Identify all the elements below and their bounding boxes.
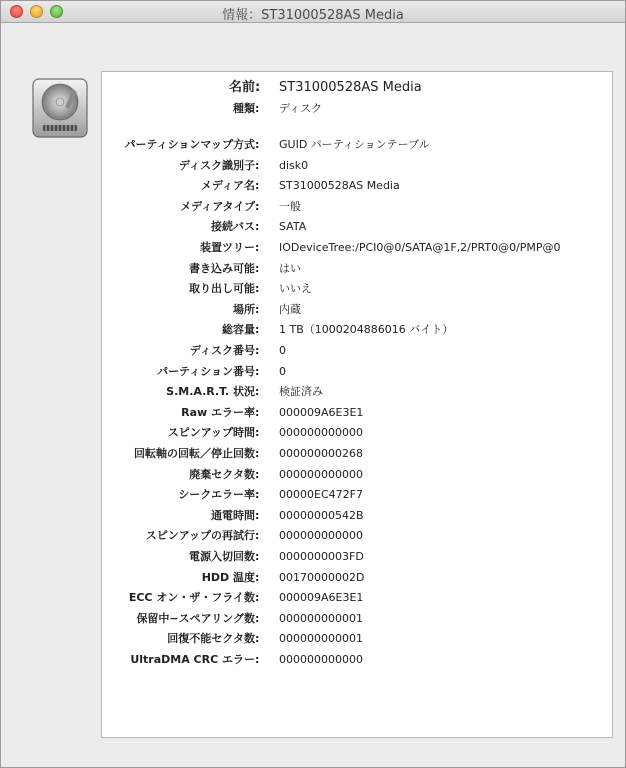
info-label: メディア名 bbox=[200, 179, 255, 193]
info-label: 取り出し可能 bbox=[189, 282, 255, 296]
info-colon: : bbox=[255, 508, 260, 522]
info-label: 廃棄セクタ数 bbox=[189, 467, 255, 481]
info-label: 装置ツリー bbox=[200, 241, 255, 254]
info-row bbox=[102, 486, 612, 504]
info-row bbox=[102, 569, 612, 587]
info-value: 000009A6E3E1 bbox=[279, 591, 364, 605]
info-colon: : bbox=[255, 632, 260, 646]
info-row bbox=[102, 445, 612, 463]
info-label: UltraDMA CRC エラー bbox=[130, 653, 255, 666]
info-colon: : bbox=[255, 102, 260, 115]
info-colon: : bbox=[255, 158, 260, 172]
title-bar[interactable] bbox=[1, 1, 625, 23]
info-label: 接続バス bbox=[211, 220, 255, 234]
info-colon: : bbox=[255, 653, 260, 666]
hard-drive-icon bbox=[31, 77, 89, 139]
window-title: 情報：ST31000528AS Media bbox=[222, 8, 404, 23]
info-label: 通電時間 bbox=[211, 508, 255, 522]
info-label: 保留中−スペアリング数 bbox=[136, 611, 255, 625]
info-label: ECC オン・ザ・フライ数 bbox=[128, 591, 255, 605]
info-panel bbox=[101, 71, 613, 738]
info-row bbox=[102, 280, 612, 298]
info-row bbox=[102, 301, 612, 319]
info-value: IODeviceTree:/PCI0@0/SATA@1F,2/PRT0@0/PMP@0 bbox=[279, 241, 561, 254]
info-label: 電源入切回数 bbox=[189, 550, 255, 563]
info-colon: : bbox=[255, 282, 260, 296]
info-value: 00170000002D bbox=[279, 570, 365, 584]
info-row bbox=[102, 466, 612, 484]
info-label: Raw エラー率 bbox=[181, 405, 255, 419]
info-label: 書き込み可能 bbox=[189, 261, 255, 275]
info-value: 00000EC472F7 bbox=[279, 488, 363, 502]
info-colon: : bbox=[255, 261, 260, 275]
info-row bbox=[102, 424, 612, 442]
info-colon: : bbox=[255, 323, 260, 337]
info-value: ST31000528AS Media bbox=[279, 80, 422, 95]
info-label: S.M.A.R.T. 状況 bbox=[166, 385, 255, 399]
info-value: ST31000528AS Media bbox=[279, 179, 400, 193]
info-row bbox=[102, 260, 612, 278]
info-row bbox=[102, 404, 612, 422]
info-row bbox=[102, 157, 612, 175]
info-label: 種類 bbox=[233, 102, 255, 115]
info-value: 000000000001 bbox=[279, 611, 363, 625]
info-label: シークエラー率 bbox=[178, 488, 255, 502]
info-colon: : bbox=[255, 550, 260, 563]
info-value: 検証済み bbox=[279, 385, 323, 399]
info-row-name bbox=[102, 79, 612, 97]
info-label: パーティション番号 bbox=[157, 364, 255, 378]
info-colon: : bbox=[255, 138, 260, 151]
info-label: 回復不能セクタ数 bbox=[167, 632, 255, 646]
info-label: パーティションマップ方式 bbox=[124, 138, 255, 151]
info-colon: : bbox=[255, 467, 260, 481]
info-label: 名前 bbox=[228, 80, 255, 95]
info-row bbox=[102, 630, 612, 648]
info-label: スピンアップ時間 bbox=[167, 426, 255, 440]
info-row bbox=[102, 548, 612, 566]
info-value: いいえ bbox=[279, 282, 312, 296]
info-colon: : bbox=[255, 199, 260, 213]
info-value: 1 TB（1000204886016 バイト） bbox=[279, 323, 454, 337]
info-row bbox=[102, 239, 612, 257]
info-value: 00000000542B bbox=[279, 508, 364, 522]
info-value: 0 bbox=[279, 344, 286, 357]
info-row bbox=[102, 321, 612, 339]
info-label: ディスク番号 bbox=[189, 344, 255, 357]
info-value: 000000000000 bbox=[279, 467, 363, 481]
info-row bbox=[102, 589, 612, 607]
info-colon: : bbox=[255, 364, 260, 378]
info-value: 000009A6E3E1 bbox=[279, 405, 364, 419]
info-value: ディスク bbox=[279, 102, 323, 115]
info-value: disk0 bbox=[279, 158, 309, 172]
info-value: 000000000001 bbox=[279, 632, 363, 646]
info-row bbox=[102, 610, 612, 628]
info-colon: : bbox=[255, 220, 260, 234]
info-row bbox=[102, 383, 612, 401]
info-colon: : bbox=[255, 488, 260, 502]
info-row bbox=[102, 198, 612, 216]
info-row bbox=[102, 363, 612, 381]
info-row-kind bbox=[102, 100, 612, 118]
info-colon: : bbox=[255, 611, 260, 625]
info-label: 回転軸の回転／停止回数 bbox=[134, 447, 255, 460]
info-label: 総容量 bbox=[222, 323, 255, 337]
info-row bbox=[102, 507, 612, 525]
info-value: はい bbox=[279, 261, 301, 275]
info-colon: : bbox=[255, 385, 260, 399]
info-colon: : bbox=[255, 591, 260, 605]
info-colon: : bbox=[255, 302, 260, 316]
info-row bbox=[102, 136, 612, 154]
info-value: 000000000000 bbox=[279, 426, 363, 440]
info-colon: : bbox=[255, 529, 260, 543]
info-colon: : bbox=[255, 344, 260, 357]
info-colon: : bbox=[255, 179, 260, 193]
info-row bbox=[102, 177, 612, 195]
info-colon: : bbox=[255, 447, 260, 460]
info-colon: : bbox=[255, 405, 260, 419]
info-row bbox=[102, 527, 612, 545]
info-label: HDD 温度 bbox=[201, 570, 255, 584]
info-label: メディアタイプ bbox=[180, 199, 255, 213]
info-colon: : bbox=[255, 80, 261, 95]
info-value: 000000000000 bbox=[279, 529, 363, 543]
info-value: 0 bbox=[279, 364, 286, 378]
info-colon: : bbox=[255, 426, 260, 440]
info-value: 内蔵 bbox=[279, 302, 301, 316]
info-row bbox=[102, 218, 612, 236]
info-colon: : bbox=[255, 241, 260, 254]
info-row bbox=[102, 651, 612, 669]
info-value: 0000000003FD bbox=[279, 550, 364, 563]
info-value: 一般 bbox=[279, 199, 301, 213]
info-value: 000000000268 bbox=[279, 447, 363, 460]
info-label: スピンアップの再試行 bbox=[145, 529, 255, 543]
info-value: 000000000000 bbox=[279, 653, 363, 666]
info-row bbox=[102, 342, 612, 360]
info-value: GUID パーティションテーブル bbox=[279, 138, 430, 151]
info-label: 場所 bbox=[233, 302, 255, 316]
info-value: SATA bbox=[279, 220, 307, 234]
info-label: ディスク識別子 bbox=[178, 158, 255, 172]
info-colon: : bbox=[255, 570, 260, 584]
